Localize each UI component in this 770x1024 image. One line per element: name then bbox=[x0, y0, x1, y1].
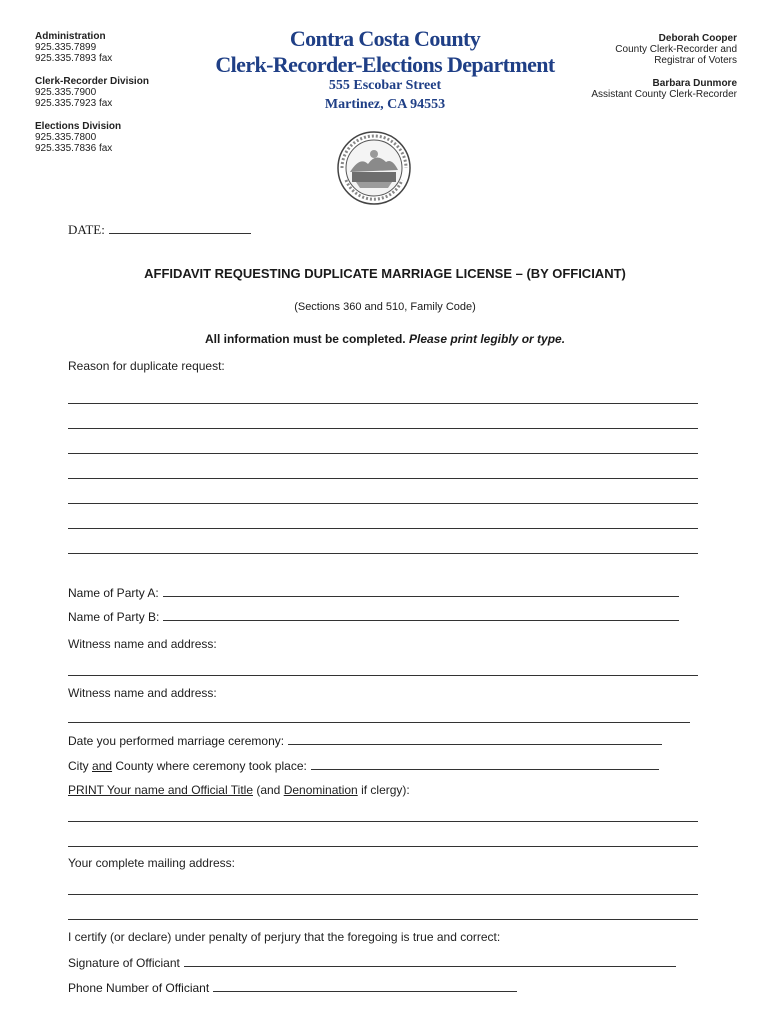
party-a-row bbox=[68, 586, 679, 600]
instruction-italic: Please print legibly or type. bbox=[408, 332, 566, 346]
official-title: Assistant County Clerk-Recorder bbox=[591, 89, 737, 100]
reason-line[interactable] bbox=[68, 428, 698, 429]
official-name: Deborah Cooper bbox=[658, 33, 737, 44]
reason-line[interactable] bbox=[68, 453, 698, 454]
form-heading: AFFIDAVIT REQUESTING DUPLICATE MARRIAGE LICENSE – (BY OFFICIANT) bbox=[144, 266, 626, 281]
contact-phone: 925.335.7899 bbox=[35, 42, 97, 53]
city-county-label: City and County where ceremony took place: bbox=[68, 759, 307, 773]
party-a-field[interactable] bbox=[163, 595, 679, 597]
party-a-label: Name of Party A: bbox=[68, 586, 159, 600]
date-label: DATE: bbox=[68, 222, 105, 237]
officiant-name-label: PRINT Your name and Official Title (and Denomination if clergy): bbox=[68, 783, 410, 797]
contact-phone: 925.335.7900 bbox=[35, 87, 97, 98]
ceremony-date-field[interactable] bbox=[288, 743, 662, 745]
county-seal-icon bbox=[336, 130, 412, 206]
contact-name: Elections Division bbox=[35, 121, 122, 132]
signature-row bbox=[68, 956, 676, 970]
phone-row bbox=[68, 981, 517, 995]
official-dunmore bbox=[591, 78, 737, 100]
department-title-line1: Contra Costa County bbox=[289, 26, 481, 51]
date-row bbox=[68, 221, 251, 238]
officiant-name-line[interactable] bbox=[68, 846, 698, 847]
official-title: Registrar of Voters bbox=[654, 55, 737, 66]
contact-name: Clerk-Recorder Division bbox=[35, 76, 149, 87]
party-b-field[interactable] bbox=[163, 619, 679, 621]
contact-fax: 925.335.7836 fax bbox=[35, 143, 113, 154]
form-subheading: (Sections 360 and 510, Family Code) bbox=[294, 301, 476, 313]
official-name: Barbara Dunmore bbox=[652, 78, 737, 89]
city-county-field[interactable] bbox=[311, 768, 659, 770]
phone-label: Phone Number of Officiant bbox=[68, 981, 210, 995]
right-contact-block bbox=[591, 33, 737, 112]
mailing-address-line[interactable] bbox=[68, 919, 698, 920]
contact-fax: 925.335.7923 fax bbox=[35, 98, 113, 109]
date-field[interactable] bbox=[109, 221, 251, 234]
official-title: County Clerk-Recorder and bbox=[615, 44, 737, 55]
mailing-address-line[interactable] bbox=[68, 894, 698, 895]
reason-line[interactable] bbox=[68, 553, 698, 554]
witness1-label: Witness name and address: bbox=[68, 637, 217, 651]
mailing-address-label: Your complete mailing address: bbox=[68, 856, 235, 870]
party-b-label: Name of Party B: bbox=[68, 610, 160, 624]
contact-phone: 925.335.7800 bbox=[35, 132, 97, 143]
ceremony-date-label: Date you performed marriage ceremony: bbox=[68, 734, 285, 748]
official-cooper bbox=[591, 33, 737, 66]
witness2-line[interactable] bbox=[68, 722, 690, 723]
instruction-bold: All information must be completed. bbox=[204, 332, 406, 346]
witness2-label: Witness name and address: bbox=[68, 686, 217, 700]
party-b-row bbox=[68, 610, 679, 624]
certification-text: I certify (or declare) under penalty of perjury that the foregoing is true and correct: bbox=[68, 930, 501, 944]
reason-line[interactable] bbox=[68, 503, 698, 504]
reason-line[interactable] bbox=[68, 528, 698, 529]
officiant-name-line[interactable] bbox=[68, 821, 698, 822]
contact-name: Administration bbox=[35, 31, 106, 42]
department-title-line2: Clerk-Recorder-Elections Department bbox=[215, 52, 555, 77]
address-city: Martinez, CA 94553 bbox=[324, 97, 446, 112]
signature-label: Signature of Officiant bbox=[68, 956, 180, 970]
phone-field[interactable] bbox=[213, 990, 517, 992]
signature-field[interactable] bbox=[184, 965, 676, 967]
contact-elections bbox=[35, 121, 149, 154]
city-county-row bbox=[68, 759, 659, 773]
address-street: 555 Escobar Street bbox=[328, 78, 442, 93]
form-instruction bbox=[0, 332, 770, 346]
reason-line[interactable] bbox=[68, 478, 698, 479]
reason-line[interactable] bbox=[68, 403, 698, 404]
witness1-line[interactable] bbox=[68, 675, 698, 676]
reason-label: Reason for duplicate request: bbox=[68, 359, 225, 373]
ceremony-date-row bbox=[68, 734, 662, 748]
contact-fax: 925.335.7893 fax bbox=[35, 53, 113, 64]
